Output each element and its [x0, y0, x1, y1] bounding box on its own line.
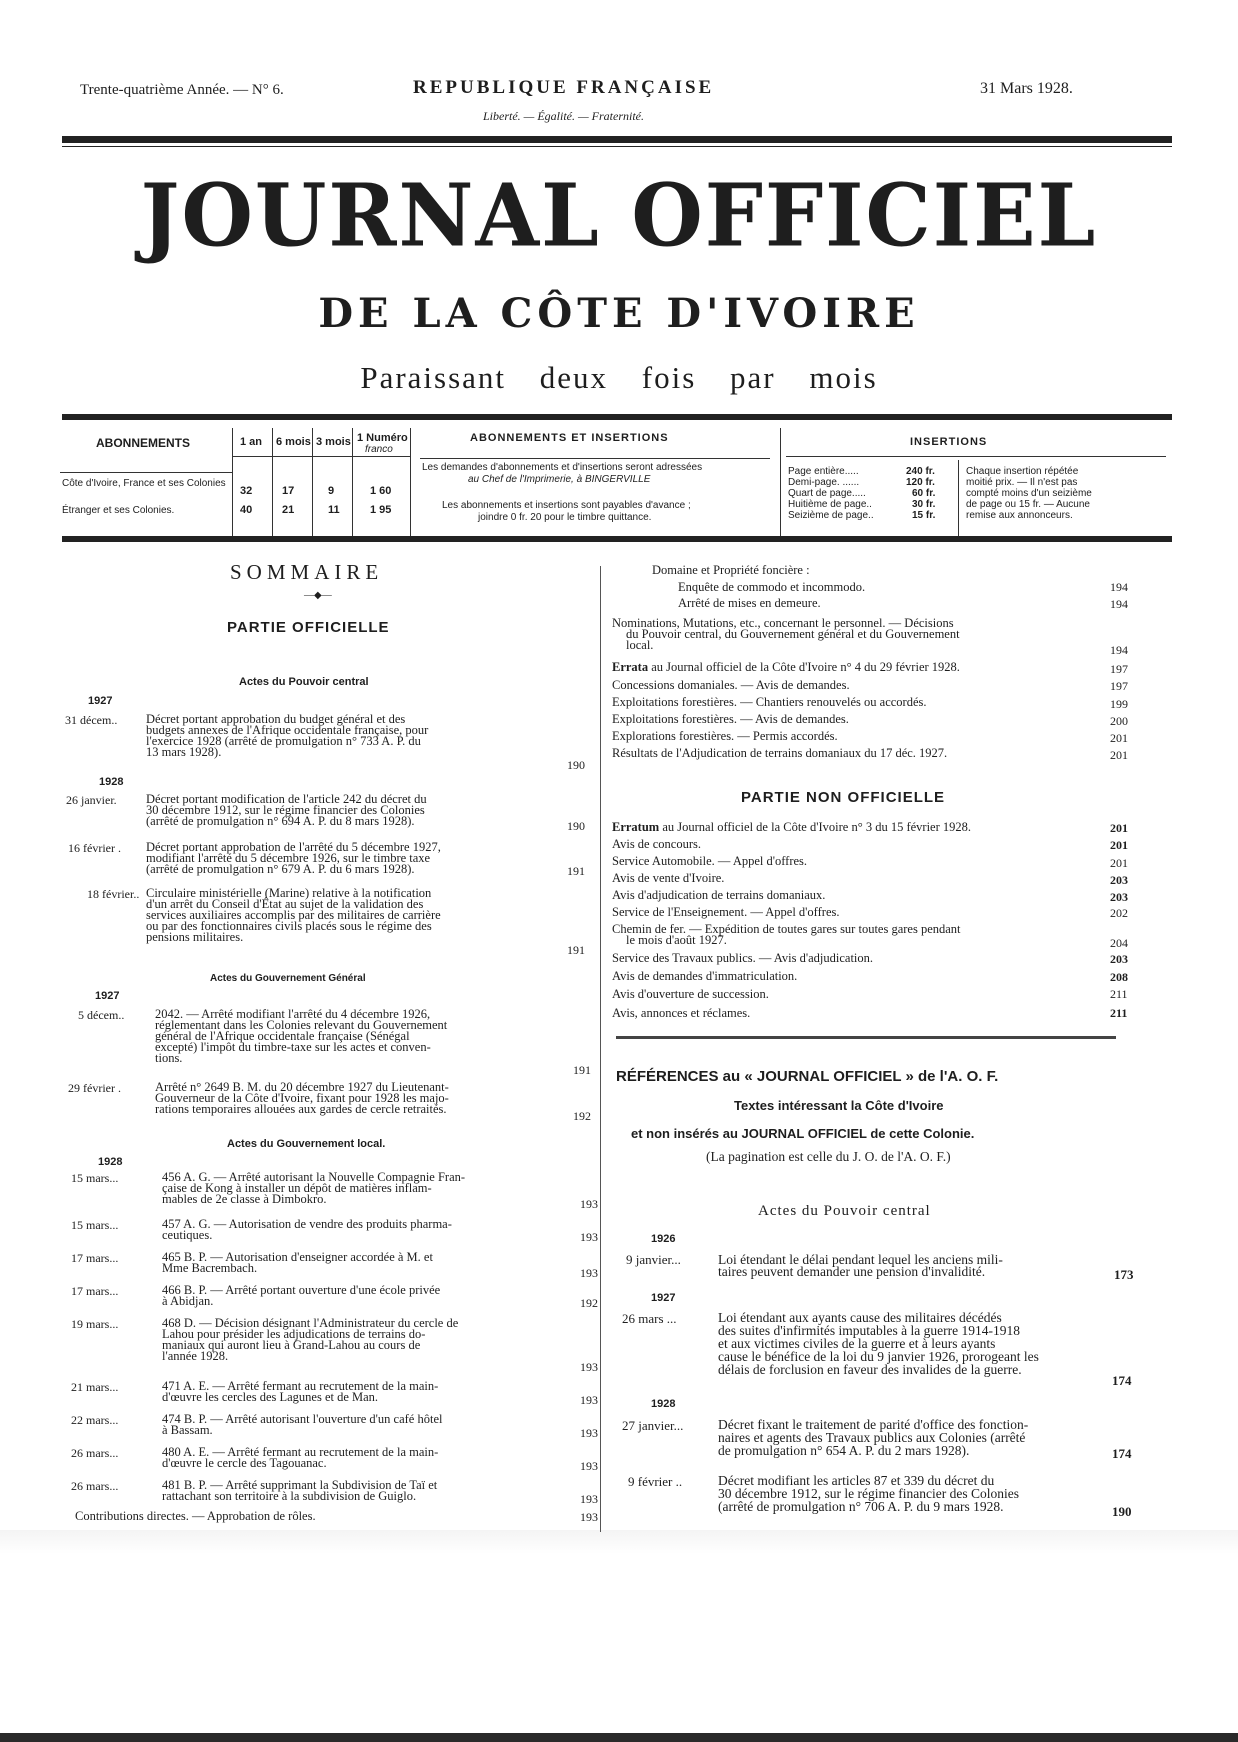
entry-page: 211 — [1110, 1006, 1128, 1020]
entry-page: 203 — [1110, 952, 1128, 966]
entry-text: 456 A. G. — Arrêté autorisant la Nouvelle Compagnie Fran- — [162, 1170, 466, 1184]
table-top-rule — [62, 414, 1172, 420]
sommaire-ornament: —◆— — [304, 590, 332, 601]
gouv-local-heading: Actes du Gouvernement local. — [227, 1138, 386, 1150]
entry-page: 173 — [1114, 1267, 1134, 1282]
ins-note-line: remise aux annonceurs. — [966, 510, 1073, 521]
entry-date: 26 mars ... — [622, 1311, 677, 1326]
ins-label: Demi-page. ...... — [788, 477, 860, 488]
ins-label: Seizième de page.. — [788, 510, 874, 521]
entry-date: 16 février . — [68, 841, 121, 855]
entry-page: 203 — [1110, 890, 1128, 904]
references-pouvoir-central: Actes du Pouvoir central — [758, 1203, 931, 1219]
entry-text: 465 B. P. — Autorisation d'enseigner accordée à M. et — [162, 1250, 433, 1264]
index-entry: du Pouvoir central, du Gouvernement général et du Gouvernement — [626, 627, 960, 641]
entry-text: Loi étendant le délai pendant lequel les anciens mili- — [718, 1252, 1003, 1267]
ins-label: Quart de page..... — [788, 488, 866, 499]
entry-date: 9 janvier... — [626, 1252, 681, 1267]
entry-page: 201 — [1110, 838, 1128, 852]
ins-label: Huitième de page.. — [788, 499, 872, 510]
entry-text: réglementant dans les Colonies relevant du Gouvernement — [155, 1018, 448, 1032]
entry-date: 22 mars... — [71, 1413, 119, 1427]
entry-date: 27 janvier... — [622, 1418, 684, 1433]
index-entry: Arrêté de mises en demeure. — [678, 596, 821, 610]
entry-date: 9 février .. — [628, 1474, 683, 1489]
entry-text: rattachant son territoire à la subdivision de Guiglo. — [162, 1489, 417, 1503]
entry-text: 480 A. E. — Arrêté fermant au recrutement de la main- — [162, 1445, 439, 1459]
index-entry: Exploitations forestières. — Avis de demandes. — [612, 712, 849, 726]
rate-domestic-6m: 17 — [282, 485, 295, 497]
entry-text: 474 B. P. — Arrêté autorisant l'ouverture d'un café hôtel — [162, 1412, 443, 1426]
mid-line4: joindre 0 fr. 20 pour le timbre quittance. — [478, 512, 652, 523]
index-entry: local. — [626, 638, 654, 652]
journal-tagline: Paraissant deux fois par mois — [360, 360, 878, 395]
rate-foreign-issue: 1 95 — [370, 504, 392, 516]
entry-text: général de l'Afrique occidentale française (Sénégal — [155, 1029, 410, 1043]
entry-page: 174 — [1112, 1446, 1132, 1461]
rate-label-domestic: Côte d'Ivoire, France et ses Colonies — [62, 478, 226, 489]
col-header-6months: 6 mois — [276, 436, 311, 448]
entry-page: 194 — [1110, 580, 1128, 594]
entry-text: et aux victimes civiles de la guerre et à leurs ayants — [718, 1336, 996, 1351]
col-header-3months: 3 mois — [316, 436, 351, 448]
entry-text: Décret portant modification de l'article 242 du décret du — [146, 792, 427, 806]
entry-page: 202 — [1110, 906, 1128, 920]
rate-domestic-year: 32 — [240, 485, 253, 497]
year-label: 1928 — [98, 1156, 123, 1168]
index-entry: Service des Travaux publics. — Avis d'adjudication. — [612, 951, 874, 965]
col-header-issue: 1 Numéro — [357, 432, 408, 444]
index-entry: Exploitations forestières. — Chantiers renouvelés ou accordés. — [612, 695, 927, 709]
entry-page: 193 — [580, 1393, 598, 1407]
index-entry: Résultats de l'Adjudication de terrains domaniaux du 17 déc. 1927. — [612, 746, 948, 760]
entry-page: 201 — [1110, 856, 1128, 870]
entry-page: 193 — [580, 1266, 598, 1280]
rate-label-foreign: Étranger et ses Colonies. — [62, 505, 175, 516]
entry-text: Décret modifiant les articles 87 et 339 du décret du — [718, 1473, 995, 1488]
ins-note-line: Chaque insertion répétée — [966, 466, 1079, 477]
entry-text: l'exercice 1928 (arrêté de promulgation n° 733 A. P. du — [146, 734, 421, 748]
col-header-year: 1 an — [240, 436, 263, 448]
entry-date: 18 février.. — [87, 887, 140, 901]
entry-page: 193 — [580, 1197, 598, 1211]
entry-text: Arrêté n° 2649 B. M. du 20 décembre 1927 du Lieutenant- — [155, 1080, 449, 1094]
header-rule-thin — [62, 146, 1172, 147]
index-entry: Service de l'Enseignement. — Appel d'offres. — [612, 905, 840, 919]
erratum-label: Erratum — [612, 820, 660, 834]
rate-foreign-3m: 11 — [328, 504, 340, 516]
entry-date: 26 janvier. — [66, 793, 117, 807]
entry-text: cause le bénéfice de la loi du 9 janvier 1926, prorogeant les — [718, 1349, 1039, 1364]
entry-date: 19 mars... — [71, 1317, 119, 1331]
entry-date: 26 mars... — [71, 1446, 119, 1460]
entry-date: 31 décem.. — [65, 713, 118, 727]
insertions-heading: INSERTIONS — [910, 436, 988, 448]
entry-text: rations temporaires allouées aux gardes de cercle retraités. — [155, 1102, 447, 1116]
entry-text: 471 A. E. — Arrêté fermant au recrutement de la main- — [162, 1379, 439, 1393]
index-entry: Service Automobile. — Appel d'offres. — [612, 854, 808, 868]
entry-date: 29 février . — [68, 1081, 121, 1095]
col-header-note: franco — [365, 444, 393, 455]
entry-page: 208 — [1110, 970, 1128, 984]
sommaire-title: SOMMAIRE — [230, 560, 384, 584]
entry-text: maniaux qui auront lieu à Grand-Lahou au cours de — [162, 1338, 421, 1352]
entry-page: 194 — [1110, 597, 1128, 611]
year-label: 1928 — [99, 776, 124, 788]
index-entry: Avis, annonces et réclames. — [612, 1006, 751, 1020]
issue-date: 31 Mars 1928. — [980, 80, 1073, 97]
entry-text: (arrêté de promulgation n° 706 A. P. du 9 mars 1928. — [718, 1499, 1004, 1514]
ins-price: 15 fr. — [912, 510, 936, 521]
index-entry: Concessions domaniales. — Avis de demandes. — [612, 678, 850, 692]
entry-page: 190 — [567, 819, 585, 833]
entry-date: 21 mars... — [71, 1380, 119, 1394]
entry-page: 204 — [1110, 936, 1128, 950]
index-entry: Avis de vente d'Ivoire. — [612, 871, 725, 885]
national-motto: Liberté. — Égalité. — Fraternité. — [483, 109, 644, 123]
entry-text: 466 B. P. — Arrêté portant ouverture d'une école privée — [162, 1283, 441, 1297]
entry-text: modifiant l'arrêté du 5 décembre 1926, sur le timbre taxe — [146, 851, 431, 865]
entry-page: 201 — [1110, 731, 1128, 745]
entry-text: 457 A. G. — Autorisation de vendre des produits pharma- — [162, 1217, 452, 1231]
edition-number: Trente-quatrième Année. — N° 6. — [80, 82, 284, 98]
entry-page: 190 — [1112, 1504, 1132, 1519]
entry-text: Gouverneur de la Côte d'Ivoire, fixant pour 1928 les majo- — [155, 1091, 449, 1105]
references-note: (La pagination est celle du J. O. de l'A. O. F.) — [706, 1149, 951, 1164]
entry-text: Lahou pour présider les adjudications de terrains do- — [162, 1327, 426, 1341]
header-rule — [62, 136, 1172, 143]
entry-text: naires et agents des Travaux publics aux Colonies (arrêté — [718, 1430, 1026, 1445]
subscription-table — [60, 422, 1170, 542]
references-subtitle: Textes intéressant la Côte d'Ivoire — [734, 1098, 944, 1113]
entry-text: 30 décembre 1912, sur le régime financier des Colonies — [718, 1486, 1020, 1501]
index-entry: Avis de concours. — [612, 837, 701, 851]
ins-price: 30 fr. — [912, 499, 936, 510]
entry-text: (arrêté de promulgation n° 694 A. P. du 8 mars 1928). — [146, 814, 415, 828]
entry-page: 174 — [1112, 1373, 1132, 1388]
entry-text: des suites d'infirmités imputables à la guerre 1914-1918 — [718, 1323, 1020, 1338]
ins-note-line: compté moins d'un seizième — [966, 488, 1092, 499]
entry-page: 199 — [1110, 697, 1128, 711]
domaine-heading: Domaine et Propriété foncière : — [652, 563, 810, 577]
entry-page: 193 — [580, 1230, 598, 1244]
entry-page: 191 — [573, 1063, 591, 1077]
ins-price: 240 fr. — [906, 466, 935, 477]
entry-page: 192 — [580, 1296, 598, 1310]
entry-page: 200 — [1110, 714, 1128, 728]
entry-text: d'un arrêt du Conseil d'État au sujet de la validation des — [146, 897, 424, 911]
partie-non-officielle-heading: PARTIE NON OFFICIELLE — [741, 789, 946, 806]
entry-text: Décret fixant le traitement de parité d'office des fonction- — [718, 1417, 1029, 1432]
entry-text: Circulaire ministérielle (Marine) relative à la notification — [146, 886, 432, 900]
entry-date: 17 mars... — [71, 1251, 119, 1265]
index-entry: Avis de demandes d'immatriculation. — [612, 969, 798, 983]
index-entry: Explorations forestières. — Permis accordés. — [612, 729, 838, 743]
entry-page: 193 — [580, 1510, 598, 1524]
erratum-text: au Journal officiel de la Côte d'Ivoire n° 3 du 15 février 1928. — [662, 820, 972, 834]
entry-text: 481 B. P. — Arrêté supprimant la Subdivision de Taï et — [162, 1478, 438, 1492]
mid-line2: au Chef de l'Imprimerie, à BINGERVILLE — [468, 474, 651, 485]
entry-text: excepté) l'impôt du timbre-taxe sur les actes et conven- — [155, 1040, 431, 1054]
errata-entry — [612, 662, 960, 674]
column-divider — [600, 566, 601, 1532]
entry-text: l'année 1928. — [162, 1349, 229, 1363]
entry-text: pensions militaires. — [146, 930, 244, 944]
errata-text: au Journal officiel de la Côte d'Ivoire n° 4 du 29 février 1928. — [651, 660, 960, 674]
journal-subtitle: DE LA CÔTE D'IVOIRE — [318, 290, 920, 337]
gouv-general-heading: Actes du Gouvernement Général — [210, 973, 366, 984]
erratum-entry — [612, 822, 971, 834]
entry-page: 190 — [567, 758, 585, 772]
scan-margin — [0, 1530, 1238, 1742]
entry-text: à Bassam. — [162, 1423, 213, 1437]
index-entry: Avis d'adjudication de terrains domaniaux. — [612, 888, 826, 902]
year-label: 1926 — [651, 1233, 676, 1245]
index-entry: le mois d'août 1927. — [626, 933, 727, 947]
entry-page: 197 — [1110, 679, 1128, 693]
subscriptions-heading: ABONNEMENTS — [96, 436, 191, 450]
abonnements-insertions-heading: ABONNEMENTS ET INSERTIONS — [470, 432, 669, 444]
rate-foreign-year: 40 — [240, 504, 253, 516]
entry-date: 15 mars... — [71, 1171, 119, 1185]
index-entry: Avis d'ouverture de succession. — [612, 987, 769, 1001]
entry-text: ceutiques. — [162, 1228, 213, 1242]
entry-date: 17 mars... — [71, 1284, 119, 1298]
errata-label: Errata — [612, 660, 649, 674]
entry-page: 193 — [580, 1459, 598, 1473]
entry-text: délais de forclusion en faveur des invalides de la guerre. — [718, 1362, 1022, 1377]
entry-page: 191 — [567, 943, 585, 957]
entry-text: 30 décembre 1912, sur le régime financier des Colonies — [146, 803, 425, 817]
year-label: 1928 — [651, 1398, 676, 1410]
entry-text: çaise de Kong à installer un dépôt de matières inflam- — [162, 1181, 432, 1195]
rate-domestic-issue: 1 60 — [370, 485, 392, 497]
entry-text: de promulgation n° 654 A. P. du 2 mars 1928). — [718, 1443, 970, 1458]
ins-price: 60 fr. — [912, 488, 936, 499]
entry-text: mables de 2e classe à Dimbokro. — [162, 1192, 327, 1206]
entry-page: 192 — [573, 1109, 591, 1123]
entry-text: d'œuvre les cercles des Lagunes et de Man. — [162, 1390, 379, 1404]
table-bottom-rule — [62, 536, 1172, 542]
entry-page: 203 — [1110, 873, 1128, 887]
entry-page: 193 — [580, 1492, 598, 1506]
year-label: 1927 — [95, 990, 120, 1002]
entry-text: Mme Bacrembach. — [162, 1261, 258, 1275]
ins-label: Page entière..... — [788, 466, 859, 477]
year-label: 1927 — [651, 1292, 676, 1304]
contributions-entry: Contributions directes. — Approbation de rôles. — [75, 1509, 316, 1523]
entry-page: 211 — [1110, 987, 1128, 1001]
references-rule — [616, 1036, 1116, 1039]
entry-page: 201 — [1110, 748, 1128, 762]
entry-page: 197 — [1110, 662, 1128, 676]
entry-date: 5 décem.. — [78, 1008, 125, 1022]
entry-text: Décret portant approbation du budget général et des — [146, 712, 406, 726]
ins-note-line: moitié prix. — Il n'est pas — [966, 477, 1078, 488]
entry-page: 193 — [580, 1360, 598, 1374]
republic-heading: REPUBLIQUE FRANÇAISE — [413, 77, 715, 98]
entry-text: d'œuvre le cercle des Tagouanac. — [162, 1456, 327, 1470]
entry-text: budgets annexes de l'Afrique occidentale française, pour — [146, 723, 429, 737]
entry-page: 201 — [1110, 821, 1128, 835]
entry-text: Loi étendant aux ayants cause des militaires décédés — [718, 1310, 1002, 1325]
entry-page: 193 — [580, 1426, 598, 1440]
index-entry: Enquête de commodo et incommodo. — [678, 580, 866, 594]
rate-foreign-6m: 21 — [282, 504, 295, 516]
references-subtitle2: et non insérés au JOURNAL OFFICIEL de cette Colonie. — [631, 1126, 975, 1141]
partie-officielle-heading: PARTIE OFFICIELLE — [227, 619, 390, 636]
mid-line3: Les abonnements et insertions sont payables d'avance ; — [442, 500, 691, 511]
entry-text: 13 mars 1928). — [146, 745, 222, 759]
index-entry: Chemin de fer. — Expédition de toutes gares sur toutes gares pendant — [612, 922, 961, 936]
entry-text: Décret portant approbation de l'arrêté du 5 décembre 1927, — [146, 840, 441, 854]
entry-page: 191 — [567, 864, 585, 878]
entry-text: taires peuvent demander une pension d'invalidité. — [718, 1264, 986, 1279]
ins-note-line: de page ou 15 fr. — Aucune — [966, 499, 1090, 510]
rate-domestic-3m: 9 — [328, 485, 335, 497]
entry-text: ou par des fonctionnaires civils placés sous le régime des — [146, 919, 432, 933]
entry-page: 194 — [1110, 643, 1128, 657]
mid-line1: Les demandes d'abonnements et d'insertions seront adressées — [422, 462, 703, 473]
index-entry: Nominations, Mutations, etc., concernant le personnel. — Décisions — [612, 616, 954, 630]
references-title: RÉFÉRENCES au « JOURNAL OFFICIEL » de l'A. O. F. — [616, 1068, 999, 1085]
entry-text: (arrêté de promulgation n° 679 A. P. du 6 mars 1928). — [146, 862, 415, 876]
entry-text: 2042. — Arrêté modifiant l'arrêté du 4 décembre 1926, — [155, 1007, 431, 1021]
entry-text: à Abidjan. — [162, 1294, 214, 1308]
entry-text: tions. — [155, 1051, 183, 1065]
ins-price: 120 fr. — [906, 477, 935, 488]
entry-date: 26 mars... — [71, 1479, 119, 1493]
entry-text: services auxiliaires accomplis par des militaires de carrière — [146, 908, 441, 922]
entry-text: 468 D. — Décision désignant l'Administrateur du cercle de — [162, 1316, 459, 1330]
journal-title: JOURNAL OFFICIEL — [140, 165, 1098, 267]
year-label: 1927 — [88, 695, 113, 707]
scan-edge — [0, 1733, 1238, 1742]
pouvoir-central-heading: Actes du Pouvoir central — [239, 676, 369, 688]
entry-date: 15 mars... — [71, 1218, 119, 1232]
